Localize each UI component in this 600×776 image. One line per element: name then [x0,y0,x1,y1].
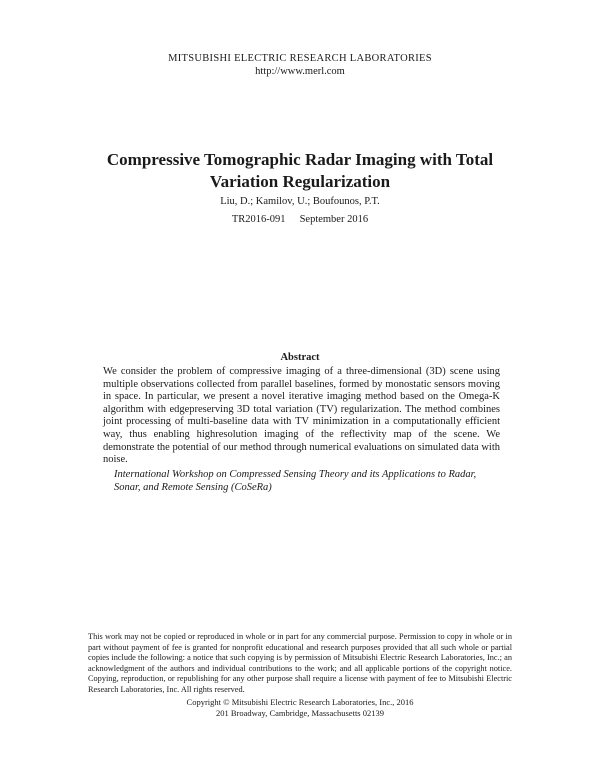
report-info [0,214,600,225]
paper-title-line-2: Variation Regularization [209,172,391,191]
abstract-heading: Abstract [280,352,320,363]
footer-copyright: Copyright © Mitsubishi Electric Research Laboratories, Inc., 2016 [186,697,414,707]
abstract-text: We consider the problem of compressive imaging of a three-dimensional (3D) scene using multiple observations collected from parallel baselines, formed by monostatic sensors moving in space. In particular, we present a novel iterative imaging method based on the Omega-K algorithm with edgepreserving 3D total variation (TV) regularization. The method combines joint processing of multi-baseline data with TV minimization in a computationally efficient way, thus enabling highresolution imaging of the reflectivity map of the scene. We demonstrate the potential of our method through numerical evaluations on simulated data with noise. [103,366,500,466]
report-date: September 2016 [299,214,369,225]
paper-title [0,149,600,193]
authors: Liu, D.; Kamilov, U.; Boufounos, P.T. [220,196,380,207]
copyright-notice: This work may not be copied or reproduced in whole or in part for any commercial purpose. Permission to copy in whole or in part without payment of fee is granted for nonprofit educational and research purposes provided that all such whole or partial copies include the following: a notice that such copying is by permission of Mitsubishi Electric Research Laboratories, Inc.; an acknowledgment of the authors and individual contributions to the work; and all applicable portions of the copyright notice. Copying, reproduction, or republishing for any other purpose shall require a license with payment of fee to Mitsubishi Electric Research Laboratories, Inc. All rights reserved. [88,632,512,694]
organization-name: MITSUBISHI ELECTRIC RESEARCH LABORATORIES [168,53,432,64]
paper-title-line-1: Compressive Tomographic Radar Imaging with Total [106,150,494,169]
organization-url: http://www.merl.com [255,66,345,77]
venue: International Workshop on Compressed Sensing Theory and its Applications to Radar, Sonar, and Remote Sensing (CoSeRa) [114,469,477,493]
report-number: TR2016-091 [231,214,286,225]
footer-address: 201 Broadway, Cambridge, Massachusetts 02139 [215,708,384,718]
